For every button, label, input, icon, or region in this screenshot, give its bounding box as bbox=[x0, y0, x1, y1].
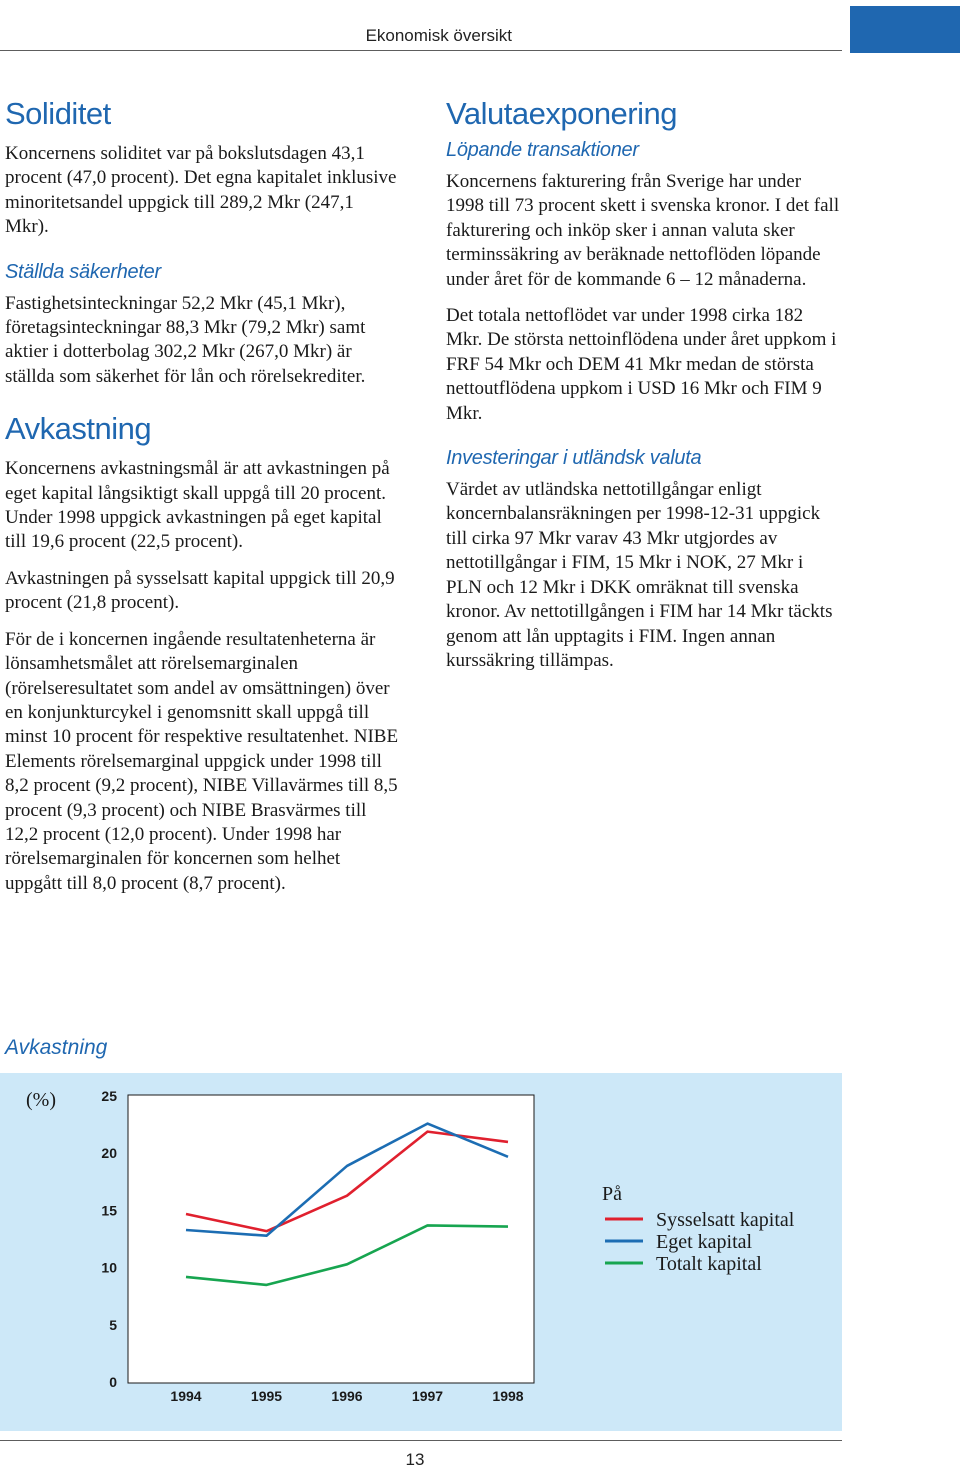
paragraph-avkastning-3: För de i koncernen ingående resultatenheterna är lönsamhetsmålet att rörelsemarginalen (rörelseresultatet som andel av omsättningen) över en konjunkturcykel i genomsnitt skall uppgå till minst 10 procent för respektive resultatenhet. NIBE Elements rörelsemarginal uppgick under 1998 till 8,2 procent (9,2 procent), NIBE Villavärmes till 8,5 procent (9,3 procent) och NIBE Brasvärmes till 12,2 procent (12,0 procent). Under 1998 har rörelsemarginalen för koncernen som helhet uppgått till 8,0 procent (8,7 procent). bbox=[5, 628, 399, 894]
right-column bbox=[446, 92, 841, 673]
paragraph-valuta-3: Värdet av utländska nettotillgångar enligt koncernbalansräkningen per 1998-12-31 uppgick till cirka 97 Mkr varav 43 Mkr utgjordes av nettotillgångar i FIM, 15 Mkr i NOK, 27 Mkr i PLN och 12 Mkr i DKK omräknat till svenska kronor. Av nettotillgången i FIM har 14 Mkr täckts genom att lån upptagits i FIM. Ingen annan kurssäkring tillämpas. bbox=[446, 479, 833, 671]
avkastning-chart bbox=[0, 1073, 842, 1431]
legend-title: På bbox=[602, 1183, 622, 1205]
y-axis-label: (%) bbox=[26, 1089, 56, 1111]
paragraph-avkastning-2: Avkastningen på sysselsatt kapital uppgick till 20,9 procent (21,8 procent). bbox=[5, 567, 395, 614]
x-tick-label: 1997 bbox=[411, 1388, 444, 1404]
y-tick-label: 20 bbox=[101, 1145, 117, 1162]
left-column bbox=[5, 92, 400, 896]
x-tick-label: 1996 bbox=[331, 1388, 363, 1404]
chart-title: Avkastning bbox=[5, 1036, 108, 1059]
subheading-investeringar: Investeringar i utländsk valuta bbox=[446, 447, 702, 470]
y-tick-label: 5 bbox=[109, 1316, 117, 1333]
x-tick-label: 1995 bbox=[250, 1388, 283, 1404]
header-rule bbox=[0, 50, 842, 51]
paragraph-stallda-sakerheter: Fastighetsinteckningar 52,2 Mkr (45,1 Mkr), företagsinteckningar 88,3 Mkr (79,2 Mkr) samt aktier i dotterbolag 302,2 Mkr (267,0 Mkr) är ställda som säkerhet för lån och rörelsekrediter. bbox=[5, 292, 366, 387]
y-tick-label: 10 bbox=[101, 1259, 117, 1276]
paragraph-valuta-1: Koncernens fakturering från Sverige har under 1998 till 73 procent skett i svenska kronor. I det fall fakturering och inköp sker i annan valuta sker terminssäkring av beräknade nettoflöden löpande under året för de kommande 6 – 12 månaderna. bbox=[446, 171, 840, 290]
heading-valutaexponering: Valutaexponering bbox=[446, 96, 677, 131]
paragraph-soliditet: Koncernens soliditet var på bokslutsdagen 43,1 procent (47,0 procent). Det egna kapitalet inklusive minoritetsandel uppgick till 289,2 Mkr (247,1 Mkr). bbox=[5, 143, 397, 238]
subheading-stallda-sakerheter: Ställda säkerheter bbox=[5, 260, 161, 283]
header-color-block bbox=[850, 6, 960, 53]
heading-soliditet: Soliditet bbox=[5, 96, 111, 131]
x-tick-label: 1994 bbox=[170, 1388, 202, 1404]
page-number: 13 bbox=[405, 1450, 425, 1469]
legend-label: Sysselsatt kapital bbox=[656, 1209, 795, 1231]
heading-avkastning: Avkastning bbox=[5, 411, 152, 447]
legend-label: Totalt kapital bbox=[656, 1253, 762, 1275]
chart-svg bbox=[0, 1073, 842, 1431]
paragraph-avkastning-1: Koncernens avkastningsmål är att avkastningen på eget kapital långsiktigt skall uppgå till 20 procent. Under 1998 uppgick avkastningen på eget kapital till 19,6 procent (22,5 procent). bbox=[5, 458, 390, 553]
x-tick-label: 1998 bbox=[492, 1388, 524, 1404]
paragraph-valuta-2: Det totala nettoflödet var under 1998 cirka 182 Mkr. De största nettoinflödena under året uppkom i FRF 54 Mkr och DEM 41 Mkr medan de största nettoutflödena uppkom i USD 16 Mkr och FIM 9 Mkr. bbox=[446, 305, 837, 424]
y-tick-label: 0 bbox=[109, 1374, 117, 1390]
y-tick-label: 15 bbox=[101, 1202, 117, 1219]
running-header: Ekonomisk översikt bbox=[365, 26, 512, 45]
y-tick-label: 25 bbox=[101, 1088, 117, 1104]
subheading-lopande-transaktioner: Löpande transaktioner bbox=[446, 139, 639, 161]
legend-label: Eget kapital bbox=[656, 1231, 753, 1253]
footer-rule bbox=[0, 1440, 842, 1441]
